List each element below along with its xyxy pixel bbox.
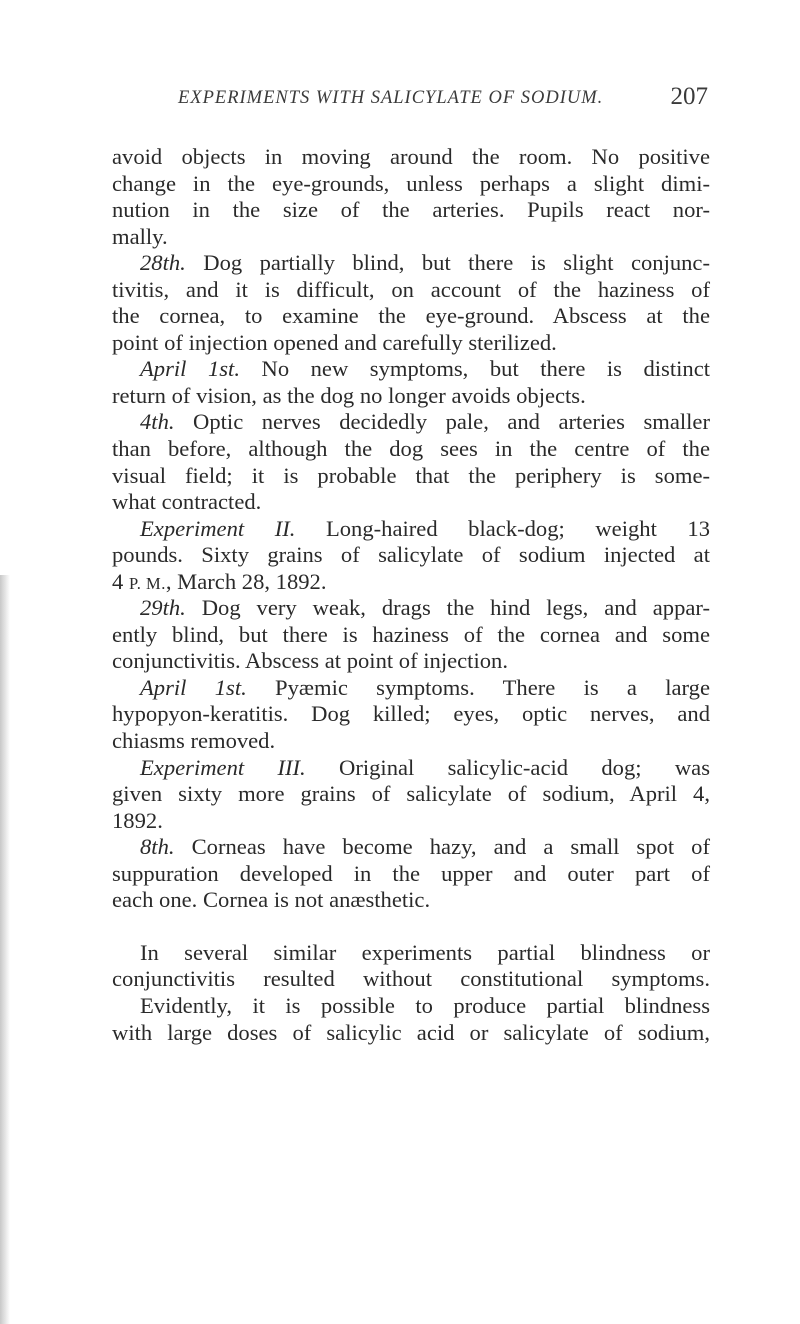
entry-28th xyxy=(112,250,710,277)
text-run: Long-haired black-dog; weight 13 xyxy=(295,515,710,541)
running-title: EXPERIMENTS WITH SALICYLATE OF SODIUM. xyxy=(178,88,604,108)
text-line: visual field; it is probable that the periphery is some- xyxy=(112,462,710,488)
experiment-label: Experiment III. xyxy=(140,754,306,780)
text-line: each one. Cornea is not anæsthetic. xyxy=(112,887,431,913)
time-abbrev: P. M. xyxy=(128,573,166,593)
text-line: avoid objects in moving around the room. No positive xyxy=(112,144,710,169)
date-label: April 1st. xyxy=(140,356,240,382)
running-header xyxy=(178,83,708,110)
text-line: ently blind, but there is haziness of the cornea and some xyxy=(112,621,710,647)
text-line: what contracted. xyxy=(112,489,262,515)
text-run: Dog partially blind, but there is slight conjunc- xyxy=(185,250,710,276)
text-run: Optic nerves decidedly pale, and arteries smaller xyxy=(174,409,710,435)
entry-april-1st xyxy=(112,356,710,383)
text-run: Original salicylic-acid dog; was xyxy=(305,754,710,780)
paragraph-gap xyxy=(112,914,710,940)
text-line: than before, although the dog sees in the centre of the xyxy=(112,436,710,462)
text-run: Corneas have become hazy, and a small spot of xyxy=(174,834,710,860)
text-line: hypopyon-keratitis. Dog killed; eyes, optic nerves, and xyxy=(112,701,710,727)
entry-april-1st-b xyxy=(112,675,710,702)
text-line: with large doses of salicylic acid or salicylate of sodium, xyxy=(112,1019,710,1045)
text-line: given sixty more grains of salicylate of sodium, April 4, xyxy=(112,781,710,807)
text-line: return of vision, as the dog no longer avoids objects. xyxy=(112,382,586,408)
text-line: tivitis, and it is difficult, on account of the haziness of xyxy=(112,276,710,302)
text-line: conjunctivitis. Abscess at point of injection. xyxy=(112,648,508,674)
date-label: 28th. xyxy=(140,250,186,276)
text-line: nution in the size of the arteries. Pupils react nor- xyxy=(112,197,710,223)
text-line: Evidently, it is possible to produce partial blindness xyxy=(140,992,710,1018)
text-run: Pyæmic symptoms. There is a large xyxy=(246,674,711,700)
text-run: 4 xyxy=(112,568,129,594)
text-line: point of injection opened and carefully sterilized. xyxy=(112,329,557,355)
entry-29th xyxy=(112,595,710,622)
text-line: mally. xyxy=(112,223,168,249)
text-line: suppuration developed in the upper and outer part of xyxy=(112,860,710,886)
experiment-3-heading xyxy=(112,755,710,782)
text-run: Dog very weak, drags the hind legs, and appar- xyxy=(185,595,710,621)
text-line: 1892. xyxy=(112,807,163,833)
experiment-2-heading xyxy=(112,516,710,543)
entry-8th xyxy=(112,834,710,861)
date-label: April 1st. xyxy=(140,674,247,700)
date-label: 8th. xyxy=(140,834,175,860)
date-label: 4th. xyxy=(140,409,175,435)
entry-4th xyxy=(112,409,710,436)
experiment-label: Experiment II. xyxy=(140,515,296,541)
text-line xyxy=(112,569,710,596)
text-line: pounds. Sixty grains of salicylate of sodium injected at xyxy=(112,542,710,568)
date-label: 29th. xyxy=(140,595,186,621)
text-run: No new symptoms, but there is distinct xyxy=(239,356,711,382)
text-line: In several similar experiments partial blindness or xyxy=(140,939,710,965)
text-line: conjunctivitis resulted without constitutional symptoms. xyxy=(112,966,710,992)
text-line: the cornea, to examine the eye-ground. Abscess at the xyxy=(112,303,710,329)
text-run: , March 28, 1892. xyxy=(165,568,327,594)
page-edge-shadow xyxy=(0,575,10,1324)
body-text xyxy=(112,144,710,1046)
text-line: chiasms removed. xyxy=(112,728,276,754)
page-number: 207 xyxy=(670,83,708,110)
text-line: change in the eye-grounds, unless perhaps a slight dimi- xyxy=(112,170,710,196)
